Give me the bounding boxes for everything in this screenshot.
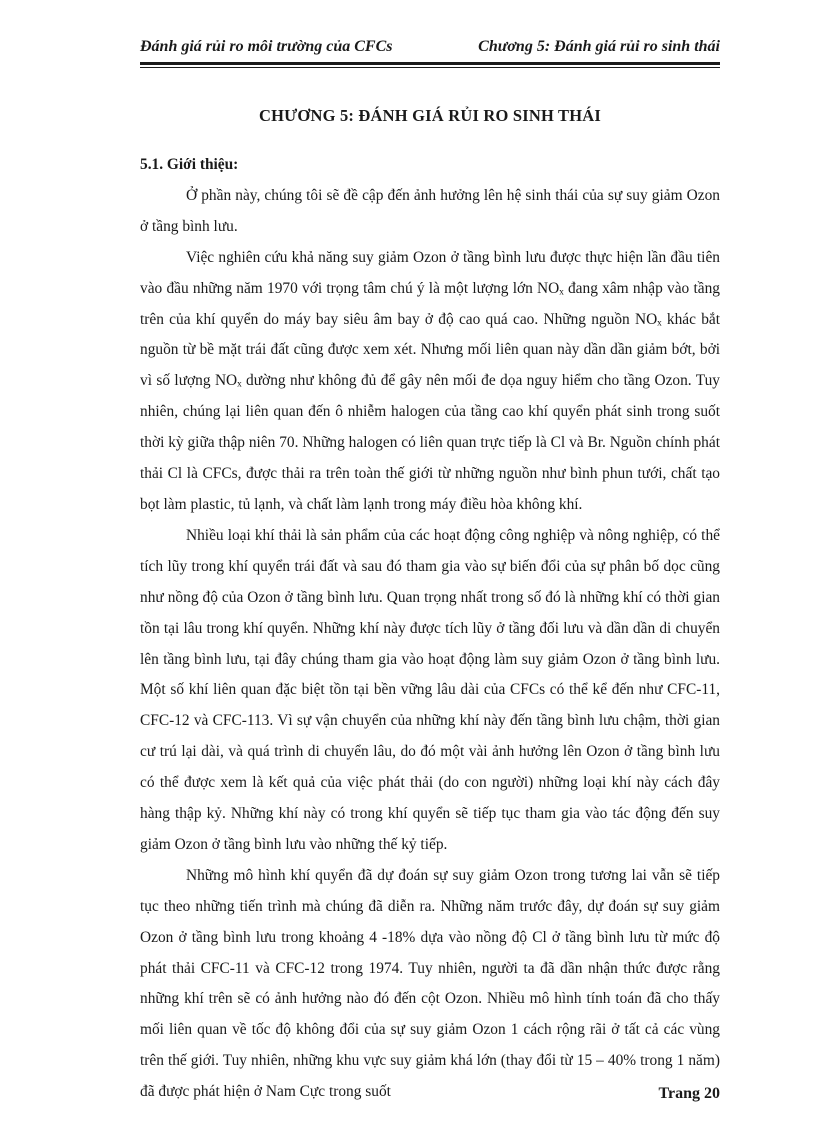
page-number: Trang 20 xyxy=(658,1085,720,1102)
section-heading: 5.1. Giới thiệu: xyxy=(140,156,239,173)
paragraph: Những mô hình khí quyển đã dự đoán sự suy giảm Ozon trong tương lai vẫn sẽ tiếp tục theo những tiến trình mà chúng đã diễn ra. Những năm trước đây, dự đoán sự suy giảm Ozon ở tầng bình lưu trong khoảng 4 -18% dựa vào nồng độ Cl ở tầng bình lưu từ mức độ phát thải CFC-11 và CFC-12 trong 1974. Tuy nhiên, người ta đã dần nhận thức được rằng những khí trên sẽ có ảnh hưởng nào đó đến cột Ozon. Nhiều mô hình tính toán đã cho thấy mối liên quan về tốc độ không đổi của sự suy giảm Ozon 1 cách rộng rãi ở tất cả các vùng trên thế giới. Tuy nhiên, những khu vực suy giảm khá lớn (thay đổi từ 15 – 40% trong 1 năm) đã được phát hiện ở Nam Cực trong suốt xyxy=(140,866,720,1101)
paragraph: Việc nghiên cứu khả năng suy giảm Ozon ở tầng bình lưu được thực hiện lần đầu tiên vào đầu những năm 1970 với trọng tâm chú ý là một lượng lớn NOₓ đang xâm nhập vào tầng trên của khí quyển do máy bay siêu âm bay ở độ cao quá cao. Những nguồn NOₓ khác bắt nguồn từ bề mặt trái đất cũng được xem xét. Nhưng mối liên quan này dần dần giảm bớt, bởi vì số lượng NOₓ dường như không đủ để gây nên mối đe dọa nguy hiểm cho tầng Ozon. Tuy nhiên, chúng lại liên quan đến ô nhiễm halogen của tầng cao khí quyển phát sinh trong suốt thời kỳ giữa thập niên 70. Những halogen có liên quan trực tiếp là Cl và Br. Nguồn chính phát thải Cl là CFCs, được thải ra trên toàn thế giới từ những nguồn như bình phun tưới, chất tạo bọt làm plastic, tủ lạnh, và chất làm lạnh trong máy điều hòa không khí. xyxy=(140,248,720,513)
page-body xyxy=(140,150,720,1108)
running-header xyxy=(140,38,720,64)
header-rule-thin xyxy=(140,67,720,68)
paragraph: Ở phần này, chúng tôi sẽ đề cập đến ảnh hưởng lên hệ sinh thái của sự suy giảm Ozon ở tầng bình lưu. xyxy=(140,186,720,235)
header-chapter-title: Chương 5: Đánh giá rủi ro sinh thái xyxy=(478,38,720,55)
header-document-title: Đánh giá rủi ro môi trường của CFCs xyxy=(140,38,393,55)
paragraph: Nhiều loại khí thải là sản phẩm của các hoạt động công nghiệp và nông nghiệp, có thể tích lũy trong khí quyển trái đất và sau đó tham gia vào sự biến đổi của sự phân bố dọc cũng như nồng độ của Ozon ở tầng bình lưu. Quan trọng nhất trong số đó là những khí có thời gian tồn tại lâu trong khí quyển. Những khí này được tích lũy ở tầng đối lưu và dần dần di chuyển lên tầng bình lưu, tại đây chúng tham gia vào hoạt động làm suy giảm Ozon ở tầng bình lưu. Một số khí liên quan đặc biệt tồn tại bền vững lâu dài của CFCs có thể kể đến như CFC-11, CFC-12 và CFC-113. Vì sự vận chuyển của những khí này đến tầng bình lưu chậm, thời gian cư trú lại dài, và quá trình di chuyển lâu, do đó một vài ảnh hưởng lên Ozon ở tầng bình lưu có thể được xem là kết quả của việc phát thải (do con người) những loại khí này cách đây hàng thập kỷ. Những khí này có trong khí quyển sẽ tiếp tục tham gia vào tác động đến suy giảm Ozon ở tầng bình lưu vào những thế kỷ tiếp. xyxy=(140,526,720,853)
header-rule-thick xyxy=(140,62,720,65)
chapter-title: CHƯƠNG 5: ĐÁNH GIÁ RỦI RO SINH THÁI xyxy=(258,106,602,125)
